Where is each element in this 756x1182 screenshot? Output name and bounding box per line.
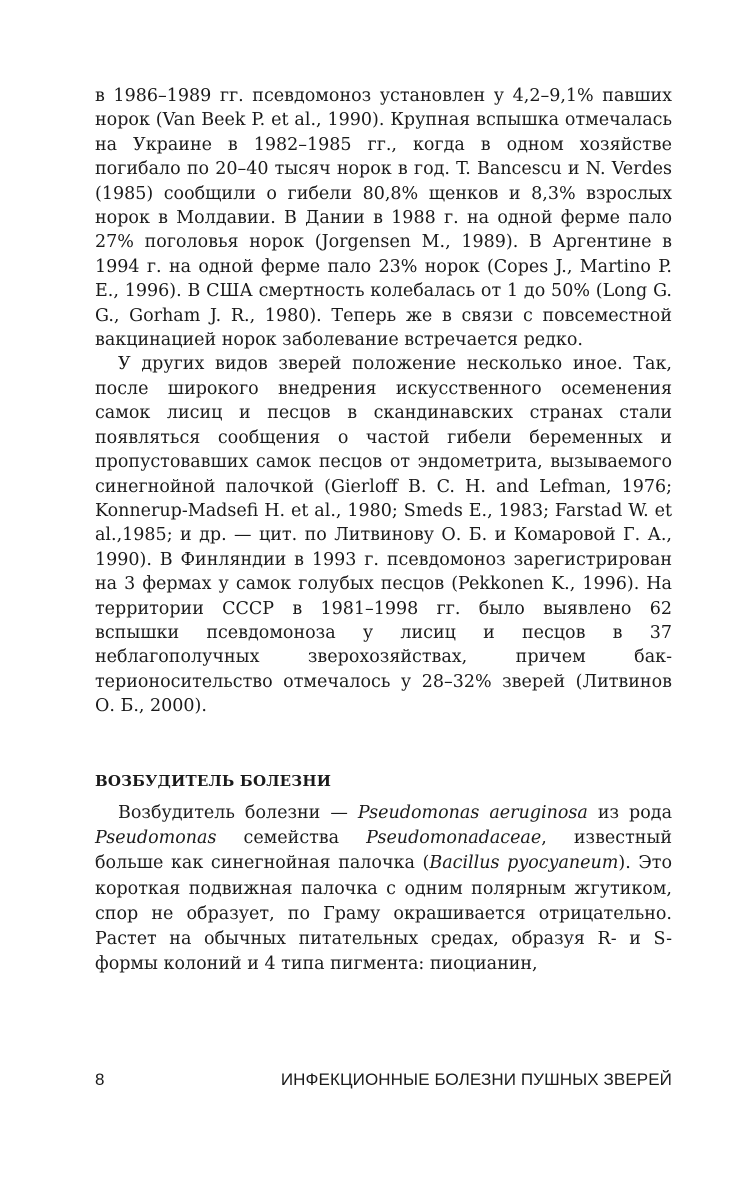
paragraph-foxes-outbreaks: У других видов зверей положение несколько иное. Так, после широкого внедрения искусственного осеменения самок лисиц и песцов в скандинавских странах стали появляться сообщения о частой гибели беременных и пропустовавших самок песцов от эндометрита, вызываемого синегнойной палочкой (Gierloff B. C. H. and Lefman, 1976; Konnerup-Madsefi H. et al., 1980; Smeds E., 1983; Farstad W. et al.,1985; и др. — цит. по Литвинову О. Б. и Комаровой Г. А., 1990). В Финляндии в 1993 г. псевдомоноз зарегистрирован на 3 фермах у самок голубых песцов (Pekkonen K., 1996). На территории СССР в 1981–1998 гг. было выявлено 62 вспышки псевдомоноза у лисиц и песцов в 37 неблагополучных зверохозяйствах, причем бактерионосительство отмечалось у 28–32% зверей (Литвинов О. Б., 2000). <box>95 354 672 717</box>
known-as-text: , известный больше как синегнойная палочка ( <box>95 828 673 874</box>
from-genus-text: из рода <box>587 802 672 823</box>
page-text-block <box>95 84 672 977</box>
family-name: Pseudomonadaceae <box>366 828 542 849</box>
genus-name: Pseudomonas <box>95 828 217 849</box>
pathogen-description: ). Это короткая подвижная палочка с одним полярным жгутиком, спор не образует, по Граму окрашивается отрицательно. Растет на обычных питательных средах, образуя R- и S-формы колоний и 4 типа пигмента: пиоцианин, <box>95 853 673 975</box>
old-name: Bacillus pyocyaneum <box>429 853 619 874</box>
family-word: семейства <box>216 828 367 849</box>
pathogen-intro: Возбудитель болезни — <box>118 802 358 823</box>
page-footer <box>95 1070 672 1090</box>
running-title: ИНФЕКЦИОННЫЕ БОЛЕЗНИ ПУШНЫХ ЗВЕРЕЙ <box>280 1070 672 1089</box>
paragraph-pathogen <box>95 801 672 977</box>
page-number: 8 <box>95 1070 105 1089</box>
paragraph-mink-outbreaks: в 1986–1989 гг. псевдомоноз установлен у 4,2–9,1% павших норок (Van Beek P. et al., 1990). Крупная вспышка отмечалась на Украине в 1982–1985 гг., когда в одном хозяйстве погибало по 20–40 тысяч норок в год. T. Bancescu и N. Verdes (1985) сообщили о гибели 80,8% щенков и 8,3% взрослых норок в Молдавии. В Дании в 1988 г. на одной ферме пало 27% поголовья норок (Jorgensen M., 1989). В Аргентине в 1994 г. на одной ферме пало 23% норок (Copes J., Martino P. E., 1996). В США смертность колебалась от 1 до 50% (Long G. G., Gorham J. R., 1980). Теперь же в связи с повсеместной вакцинацией норок заболевание встречается редко. <box>95 86 672 351</box>
section-heading: ВОЗБУДИТЕЛЬ БОЛЕЗНИ <box>95 771 332 790</box>
species-name: Pseudomonas aeruginosa <box>357 802 588 823</box>
